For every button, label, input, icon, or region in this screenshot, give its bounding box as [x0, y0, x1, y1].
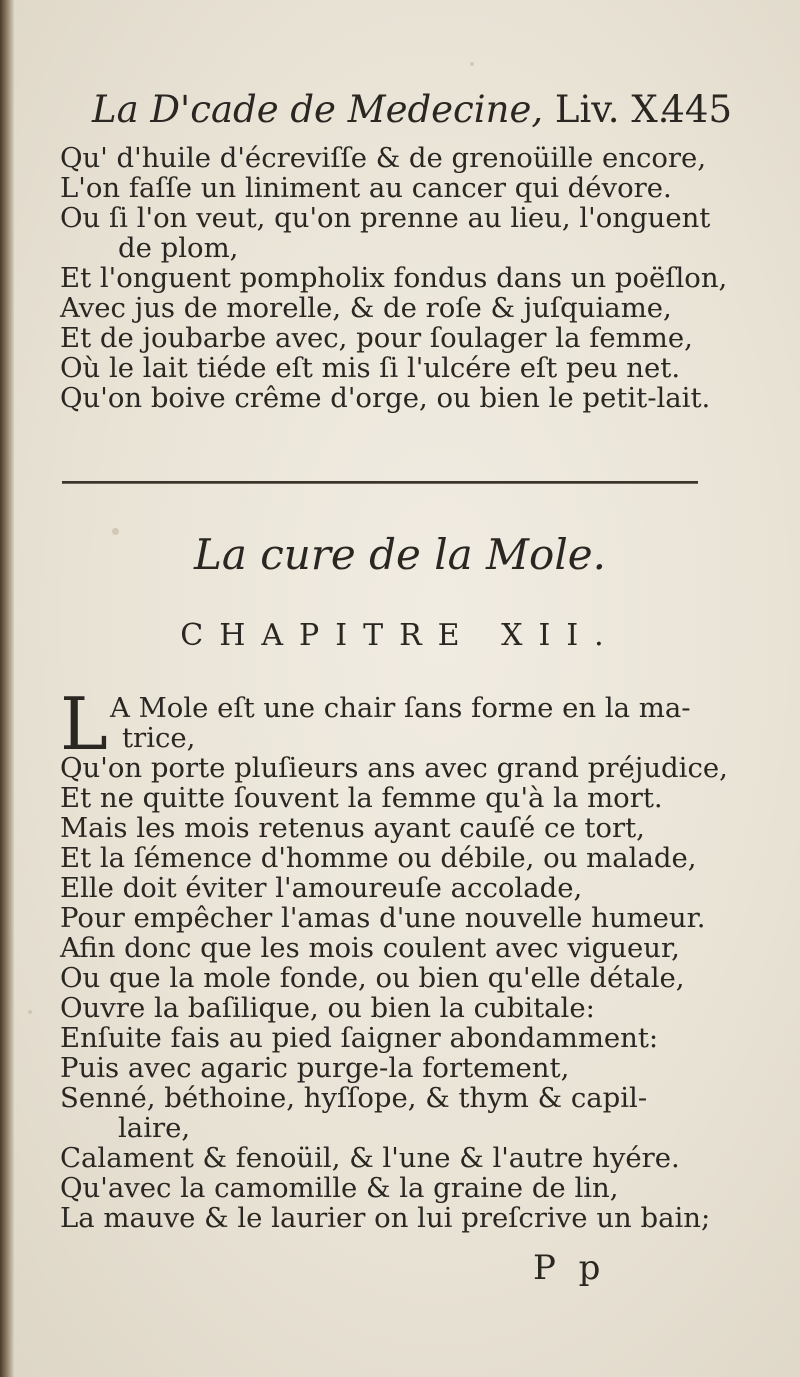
verse-line: Pour empêcher l'amas d'une nouvelle humeur. [60, 902, 706, 934]
verse-line: Et la ſémence d'homme ou débile, ou malade, [60, 842, 697, 874]
verse-line: Et ne quitte ſouvent la femme qu'à la mort. [60, 782, 663, 814]
page-number: 445 [661, 88, 732, 131]
chapter-heading: CHAPITRE XII. [180, 618, 620, 653]
drop-cap: L [60, 682, 108, 766]
paper-speck [112, 528, 119, 535]
verse-line: de plom, [118, 232, 239, 264]
verse-line: Ouvre la baſilique, ou bien la cubitale: [60, 992, 595, 1024]
verse-line: Qu' d'huile d'écreviſſe & de grenoüille encore, [60, 142, 707, 174]
paper-speck [28, 1010, 32, 1014]
verse-line: Qu'avec la camomille & la graine de lin, [60, 1172, 619, 1204]
verse-line: Qu'on porte pluſieurs ans avec grand préjudice, [60, 752, 728, 784]
verse-line: Senné, béthoine, hyſſope, & thym & capil- [60, 1082, 648, 1114]
chapter-verse-block [60, 693, 740, 1233]
verse-line: Et l'onguent pompholix fondus dans un poëſlon, [60, 262, 728, 294]
verse-line: Enſuite fais au pied ſaigner abondamment: [60, 1022, 659, 1054]
running-title: La D'cade de Medecine, [92, 88, 544, 131]
verse-line: Où le lait tiéde eſt mis ſi l'ulcére eſt peu net. [60, 352, 681, 384]
section-title: La cure de la Mole. [194, 530, 606, 579]
verse-line: laire, [118, 1112, 191, 1144]
book-spine [0, 0, 14, 1377]
verse-block-top [60, 143, 740, 413]
verse-line: Calament & fenoüil, & l'une & l'autre hyére. [60, 1142, 680, 1174]
verse-line: Avec jus de morelle, & de roſe & juſquiame, [60, 292, 672, 324]
verse-line: Puis avec agaric purge-la fortement, [60, 1052, 570, 1084]
verse-line: L'on faſſe un liniment au cancer qui dévore. [60, 172, 672, 204]
verse-line: Ou ſi l'on veut, qu'on prenne au lieu, l'onguent [60, 202, 711, 234]
paper-speck [470, 62, 474, 66]
verse-line: A Mole eſt une chair ſans forme en la ma- [110, 692, 691, 724]
verse-line: Elle doit éviter l'amoureuſe accolade, [60, 872, 583, 904]
catchword: P p [533, 1248, 607, 1288]
verse-line: Mais les mois retenus ayant cauſé ce tort, [60, 812, 645, 844]
verse-line: Qu'on boive crême d'orge, ou bien le petit-lait. [60, 382, 711, 414]
verse-line: Et de joubarbe avec, pour ſoulager la femme, [60, 322, 693, 354]
verse-line: Afin donc que les mois coulent avec vigueur, [60, 932, 680, 964]
book-number: Liv. X. [554, 88, 670, 131]
verse-line: trice, [122, 722, 196, 754]
verse-line: Ou que la mole fonde, ou bien qu'elle détale, [60, 962, 685, 994]
chapter-lines [60, 753, 740, 1233]
verse-line: La mauve & le laurier on lui preſcrive un bain; [60, 1202, 711, 1234]
running-header [92, 88, 732, 140]
section-divider [62, 481, 698, 484]
